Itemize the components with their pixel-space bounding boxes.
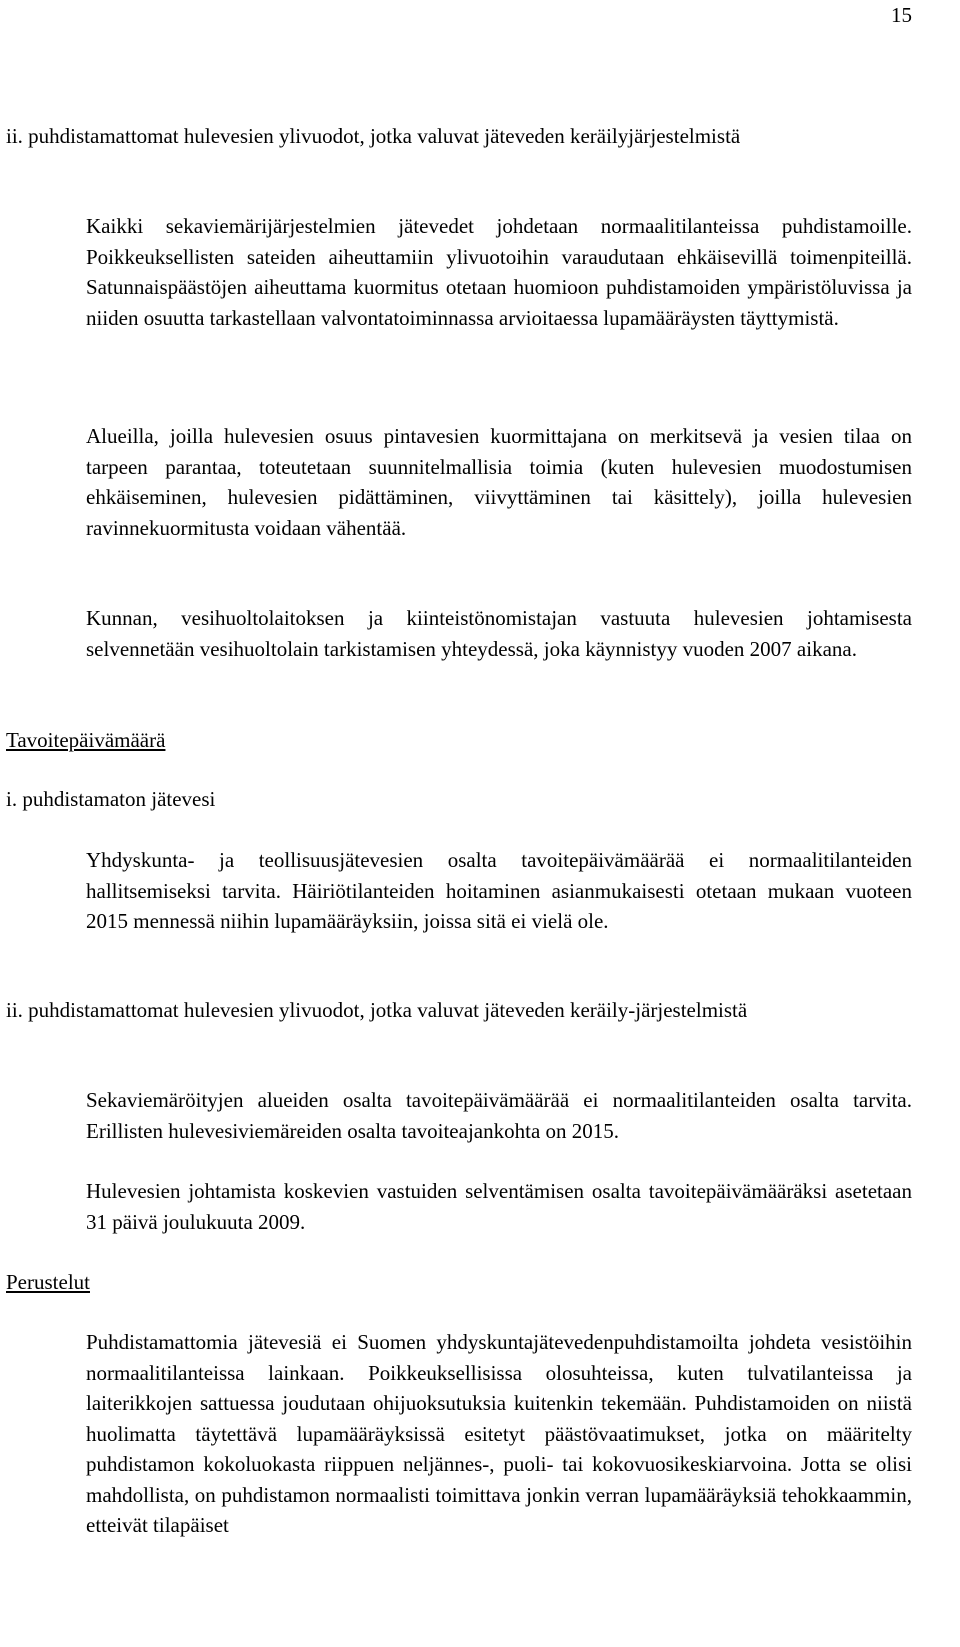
paragraph-combined-sewer-areas: Sekaviemäröityjen alueiden osalta tavoitepäivämäärää ei normaalitilanteiden osalta tarvita. Erillisten hulevesiviemäreiden osalta tavoiteajankohta on 2015. — [86, 1088, 912, 1143]
paragraph-rationale: Puhdistamattomia jätevesiä ei Suomen yhdyskuntajätevedenpuhdistamoilta johdeta vesistöihin normaalitilanteissa lainkaan. Poikkeuksellisissa olosuhteissa, kuten tulvatilanteissa ja laiterikkojen sattuessa joudutaan ohijuoksutuksia kuitenkin tekemään. Puhdistamoiden on niistä huolimatta täytettävä lupamääräyksissä esitetyt päästövaatimukset, jotka on määritelty puhdistamon kokoluokasta riippuen neljännes-, puoli- tai kokovuosikeskiarvoina. Jotta se olisi mahdollista, on puhdistamon normaalisti toimittava jonkin verran lupamääräyksiä tehokkaammin, etteivät tilapäiset — [86, 1330, 912, 1537]
paragraph-combined-sewers: Kaikki sekaviemärijärjestelmien jätevedet johdetaan normaalitilanteissa puhdistamoille. Poikkeuksellisten sateiden aiheuttamiin ylivuotoihin varaudutaan ehkäisevillä toimenpiteillä. Satunnaispäästöjen aiheuttama kuormitus otetaan huomioon puhdistamoiden ympäristöluvissa ja niiden osuutta tarkastellaan valvontatoiminnassa arvioitaessa lupamääräysten täyttymistä. — [86, 214, 912, 330]
paragraph-responsibility: Kunnan, vesihuoltolaitoksen ja kiinteistönomistajan vastuuta hulevesien johtamisesta selvennetään vesihuoltolain tarkistamisen yhteydessä, joka käynnistyy vuoden 2007 aikana. — [86, 606, 912, 661]
list-item-ii: ii. puhdistamattomat hulevesien ylivuodot, jotka valuvat jäteveden keräily-järjestelmistä — [6, 998, 748, 1022]
paragraph-target-date-wastewater: Yhdyskunta- ja teollisuusjätevesien osalta tavoitepäivämäärää ei normaalitilanteiden hallitsemiseksi tarvita. Häiriötilanteiden hoitaminen asianmukaisesti otetaan mukaan vuoteen 2015 mennessä niihin lupamääräyksiin, joissa sitä ei vielä ole. — [86, 848, 912, 933]
heading-rationale: Perustelut — [6, 1270, 90, 1294]
page-number: 15 — [891, 3, 912, 27]
paragraph-responsibility-date: Hulevesien johtamista koskevien vastuiden selventämisen osalta tavoitepäivämääräksi asetetaan 31 päivä joulukuuta 2009. — [86, 1179, 912, 1234]
list-item-i: i. puhdistamaton jätevesi — [6, 787, 216, 811]
heading-target-date: Tavoitepäivämäärä — [6, 728, 166, 752]
paragraph-stormwater-areas: Alueilla, joilla hulevesien osuus pintavesien kuormittajana on merkitsevä ja vesien tilaa on tarpeen parantaa, toteutetaan suunnitelmallisia toimia (kuten hulevesien muodostumisen ehkäiseminen, hulevesien pidättäminen, viivyttäminen tai käsittely), joilla hulevesien ravinnekuormitusta voidaan vähentää. — [86, 424, 912, 540]
list-item-ii-top: ii. puhdistamattomat hulevesien ylivuodot, jotka valuvat jäteveden keräilyjärjestelmistä — [6, 124, 741, 148]
